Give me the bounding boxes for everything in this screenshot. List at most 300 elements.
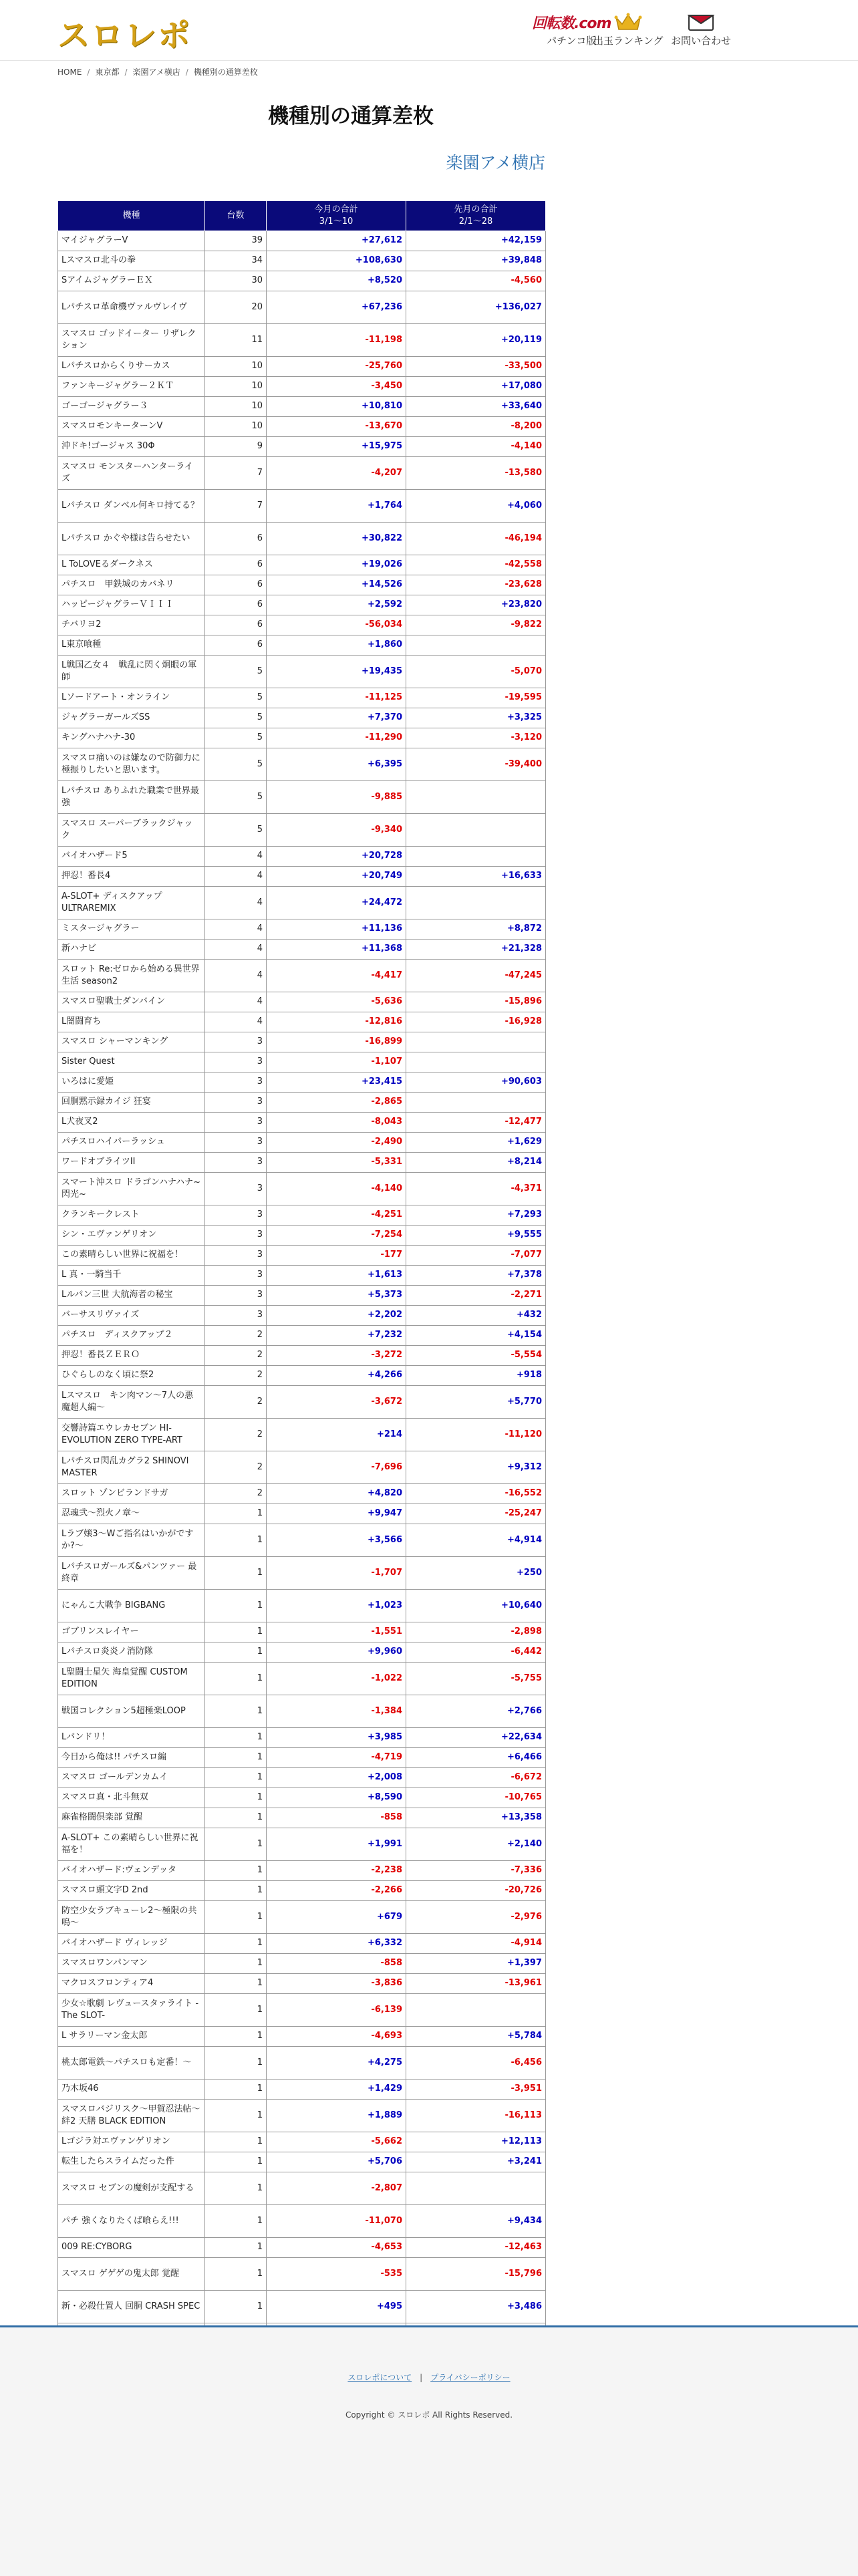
machine-count: 1 — [205, 1642, 267, 1663]
footer-privacy-link[interactable]: プライバシーポリシー — [430, 2373, 511, 2382]
machine-name: パチスロ ディスクアップ２ — [58, 1326, 205, 1346]
machine-count: 1 — [205, 2205, 267, 2238]
machine-name: 乃木坂46 — [58, 2080, 205, 2100]
machine-count: 7 — [205, 457, 267, 490]
previous-total: +42,159 — [406, 231, 546, 251]
current-total: -11,070 — [267, 2205, 406, 2238]
table-row — [58, 688, 546, 708]
machine-count: 5 — [205, 688, 267, 708]
table-row — [58, 1484, 546, 1504]
machine-count: 2 — [205, 1419, 267, 1451]
previous-total: -15,796 — [406, 2258, 546, 2291]
table-row — [58, 1974, 546, 1994]
table-row — [58, 2132, 546, 2152]
machine-count: 3 — [205, 1286, 267, 1306]
previous-total: -5,554 — [406, 1346, 546, 1366]
machine-name: にゃんこ大戦争 BIGBANG — [58, 1590, 205, 1622]
page-title: 機種別の通算差枚 — [268, 104, 434, 128]
machine-count: 1 — [205, 2027, 267, 2047]
table-row — [58, 960, 546, 992]
table-row — [58, 1861, 546, 1881]
machine-count: 4 — [205, 960, 267, 992]
table-row — [58, 2047, 546, 2080]
table-row — [58, 1052, 546, 1072]
machine-name: L犬夜叉2 — [58, 1113, 205, 1133]
header-machine: 機種 — [58, 201, 205, 231]
previous-total: -46,194 — [406, 523, 546, 555]
table-row — [58, 575, 546, 595]
current-total: +7,370 — [267, 708, 406, 728]
table-row — [58, 523, 546, 555]
table-row — [58, 708, 546, 728]
machine-name: Lパチスロ かぐや様は告らせたい — [58, 523, 205, 555]
current-total: -1,022 — [267, 1663, 406, 1695]
site-logo[interactable]: スロレポ — [57, 17, 192, 54]
header-current-label: 今月の合計 — [314, 204, 358, 215]
current-total: -6,139 — [267, 1994, 406, 2027]
current-total: -4,417 — [267, 960, 406, 992]
table-row — [58, 847, 546, 867]
previous-total — [406, 887, 546, 919]
previous-total: +9,312 — [406, 1451, 546, 1484]
current-total: +30,822 — [267, 523, 406, 555]
machine-count: 3 — [205, 1072, 267, 1093]
table-row — [58, 635, 546, 656]
machine-name: スマスロモンキーターンV — [58, 417, 205, 437]
current-total: +19,026 — [267, 555, 406, 575]
table-row — [58, 1153, 546, 1173]
machine-name: Lバンドリ！ — [58, 1728, 205, 1748]
breadcrumb-store[interactable]: 楽園アメ横店 — [132, 67, 180, 77]
breadcrumb: HOME / 東京都 / 楽園アメ横店 / 機種別の通算差枚 — [57, 67, 258, 77]
table-row — [58, 1748, 546, 1768]
machine-count: 3 — [205, 1173, 267, 1205]
previous-total: -42,558 — [406, 555, 546, 575]
machine-name: マクロスフロンティア4 — [58, 1974, 205, 1994]
previous-total: -4,140 — [406, 437, 546, 457]
table-row — [58, 1590, 546, 1622]
machine-count: 3 — [205, 1153, 267, 1173]
current-total: -2,490 — [267, 1133, 406, 1153]
current-total: -16,899 — [267, 1032, 406, 1052]
current-total: -5,636 — [267, 992, 406, 1012]
machine-name: スマスロ聖戦士ダンバイン — [58, 992, 205, 1012]
current-total: -12,816 — [267, 1012, 406, 1032]
machine-count: 1 — [205, 2258, 267, 2291]
previous-total: -5,755 — [406, 1663, 546, 1695]
previous-total: +9,555 — [406, 1226, 546, 1246]
footer-links — [0, 2372, 858, 2383]
table-row — [58, 1451, 546, 1484]
current-total: -4,207 — [267, 457, 406, 490]
table-row — [58, 555, 546, 575]
table-row — [58, 1306, 546, 1326]
machine-name: スマスロ ゲゲゲの鬼太郎 覚醒 — [58, 2258, 205, 2291]
previous-total: -11,120 — [406, 1419, 546, 1451]
current-total: +8,520 — [267, 271, 406, 291]
machine-count: 1 — [205, 2291, 267, 2323]
current-total: +6,332 — [267, 1934, 406, 1954]
previous-total: -25,247 — [406, 1504, 546, 1524]
previous-total — [406, 781, 546, 814]
machine-name: スマスロ セブンの魔剣が支配する — [58, 2172, 205, 2205]
previous-total: +4,060 — [406, 490, 546, 523]
machine-name: シン・エヴァンゲリオン — [58, 1226, 205, 1246]
machine-count: 1 — [205, 1808, 267, 1828]
current-total: +5,373 — [267, 1286, 406, 1306]
table-row — [58, 1366, 546, 1386]
table-row — [58, 1205, 546, 1226]
previous-total: +21,328 — [406, 940, 546, 960]
previous-total: -13,580 — [406, 457, 546, 490]
table-row — [58, 2080, 546, 2100]
machine-count: 3 — [205, 1246, 267, 1266]
previous-total — [406, 1994, 546, 2027]
machine-name: Lゴジラ対エヴァンゲリオン — [58, 2132, 205, 2152]
machine-count: 1 — [205, 1557, 267, 1590]
machine-name: Lスマスロ北斗の拳 — [58, 251, 205, 271]
current-total: -1,551 — [267, 1622, 406, 1642]
current-total: +9,960 — [267, 1642, 406, 1663]
previous-total — [406, 814, 546, 847]
current-total: -1,384 — [267, 1695, 406, 1728]
machine-name: Lパチスロ炎炎ノ消防隊 — [58, 1642, 205, 1663]
machine-count: 6 — [205, 635, 267, 656]
table-row — [58, 1788, 546, 1808]
current-total: +24,472 — [267, 887, 406, 919]
current-total: -4,251 — [267, 1205, 406, 1226]
machine-count: 1 — [205, 1861, 267, 1881]
current-total: -3,672 — [267, 1386, 406, 1419]
table-row — [58, 1012, 546, 1032]
previous-total: +3,241 — [406, 2152, 546, 2172]
machine-name: Lソードアート・オンライン — [58, 688, 205, 708]
current-total: -3,272 — [267, 1346, 406, 1366]
previous-total: +1,629 — [406, 1133, 546, 1153]
current-total: -535 — [267, 2258, 406, 2291]
machine-count: 1 — [205, 2152, 267, 2172]
current-total: +214 — [267, 1419, 406, 1451]
table-row — [58, 1828, 546, 1861]
current-total: -2,807 — [267, 2172, 406, 2205]
current-total: +23,415 — [267, 1072, 406, 1093]
machine-count: 4 — [205, 919, 267, 940]
table-row — [58, 1226, 546, 1246]
machine-name: 防空少女ラブキューレ2～極限の共鳴～ — [58, 1901, 205, 1934]
current-total: +11,368 — [267, 940, 406, 960]
machine-count: 6 — [205, 615, 267, 635]
previous-total: -3,120 — [406, 728, 546, 748]
machine-count: 3 — [205, 1113, 267, 1133]
current-total: +27,612 — [267, 231, 406, 251]
machine-name: Lパチスロ ありふれた職業で世界最強 — [58, 781, 205, 814]
crown-icon — [614, 11, 642, 33]
machine-count: 4 — [205, 867, 267, 887]
previous-total: +8,872 — [406, 919, 546, 940]
current-total: -3,450 — [267, 377, 406, 397]
header-current-range: 3/1〜10 — [319, 217, 353, 227]
machine-name: 新・必殺仕置人 回胴 CRASH SPEC — [58, 2291, 205, 2323]
table-row — [58, 1173, 546, 1205]
table-header-row — [58, 201, 546, 231]
machine-count: 6 — [205, 523, 267, 555]
previous-total: -23,628 — [406, 575, 546, 595]
current-total: -11,125 — [267, 688, 406, 708]
previous-total: +20,119 — [406, 324, 546, 357]
current-total: -11,198 — [267, 324, 406, 357]
table-row — [58, 1557, 546, 1590]
previous-total: +2,140 — [406, 1828, 546, 1861]
machine-count: 1 — [205, 1881, 267, 1901]
machine-count: 1 — [205, 1974, 267, 1994]
machine-name: ファンキージャグラー２ＫＴ — [58, 377, 205, 397]
current-total: +2,202 — [267, 1306, 406, 1326]
table-row — [58, 1504, 546, 1524]
previous-total: -3,951 — [406, 2080, 546, 2100]
machine-name: A-SLOT+ この素晴らしい世界に祝福を！ — [58, 1828, 205, 1861]
machine-name: スマスロ真・北斗無双 — [58, 1788, 205, 1808]
current-total: +19,435 — [267, 656, 406, 688]
breadcrumb-bar — [0, 60, 858, 82]
machine-count: 20 — [205, 291, 267, 324]
current-total: -1,707 — [267, 1557, 406, 1590]
machine-name: 忍魂弐〜烈火ノ章〜 — [58, 1504, 205, 1524]
table-row — [58, 814, 546, 847]
table-row — [58, 867, 546, 887]
table-row — [58, 748, 546, 781]
machine-name: Lパチスロからくりサーカス — [58, 357, 205, 377]
nav-contact[interactable] — [671, 11, 731, 47]
machine-name: ゴーゴージャグラー３ — [58, 397, 205, 417]
machine-name: Lパチスロ ダンベル何キロ持てる？ — [58, 490, 205, 523]
machine-name: スマスロ モンスターハンターライズ — [58, 457, 205, 490]
previous-total: -2,898 — [406, 1622, 546, 1642]
previous-total: +4,914 — [406, 1524, 546, 1557]
machine-name: バイオハザード5 — [58, 847, 205, 867]
previous-total: +136,027 — [406, 291, 546, 324]
nav-pachinko-label: パチンコ版 — [547, 35, 597, 47]
machine-count: 2 — [205, 1366, 267, 1386]
table-row — [58, 271, 546, 291]
machine-count: 2 — [205, 1346, 267, 1366]
current-total: +5,706 — [267, 2152, 406, 2172]
header-current-month — [267, 201, 406, 231]
machine-name: スロット ゾンビランドサガ — [58, 1484, 205, 1504]
table-row — [58, 1072, 546, 1093]
current-total: -1,107 — [267, 1052, 406, 1072]
machine-name: ミスタージャグラー — [58, 919, 205, 940]
previous-total: -39,400 — [406, 748, 546, 781]
current-total: +495 — [267, 2291, 406, 2323]
machine-name: マイジャグラーV — [58, 231, 205, 251]
current-total: +7,232 — [267, 1326, 406, 1346]
machine-name: スマスロ ゴッドイーター リザレクション — [58, 324, 205, 357]
machine-count: 6 — [205, 555, 267, 575]
machine-name: スマスロ シャーマンキング — [58, 1032, 205, 1052]
machine-count: 30 — [205, 271, 267, 291]
table-row — [58, 231, 546, 251]
table-row — [58, 397, 546, 417]
previous-total: -4,371 — [406, 1173, 546, 1205]
table-row — [58, 1266, 546, 1286]
table-row — [58, 2205, 546, 2238]
table-row — [58, 291, 546, 324]
previous-total: +7,378 — [406, 1266, 546, 1286]
machine-name: パチスロハイパーラッシュ — [58, 1133, 205, 1153]
machine-count: 1 — [205, 2100, 267, 2132]
previous-total: +3,325 — [406, 708, 546, 728]
current-total: +1,429 — [267, 2080, 406, 2100]
current-total: +1,764 — [267, 490, 406, 523]
machine-count: 10 — [205, 417, 267, 437]
machine-name: スロット Re:ゼロから始める異世界生活 season2 — [58, 960, 205, 992]
current-total: -5,331 — [267, 1153, 406, 1173]
previous-total: -6,442 — [406, 1642, 546, 1663]
machine-name: L ToLOVEるダークネス — [58, 555, 205, 575]
machine-count: 10 — [205, 377, 267, 397]
table-row — [58, 1642, 546, 1663]
current-total: +1,860 — [267, 635, 406, 656]
previous-total — [406, 847, 546, 867]
current-total: -13,670 — [267, 417, 406, 437]
machine-name: スマスロ頭文字D 2nd — [58, 1881, 205, 1901]
current-total: +4,266 — [267, 1366, 406, 1386]
table-row — [58, 781, 546, 814]
table-row — [58, 1346, 546, 1366]
machine-count: 3 — [205, 1306, 267, 1326]
machine-name: L戦国乙女４ 戦乱に閃く炯眼の軍師 — [58, 656, 205, 688]
machine-name: Lパチスロ閃乱カグラ2 SHINOVI MASTER — [58, 1451, 205, 1484]
previous-total: -6,456 — [406, 2047, 546, 2080]
table-row — [58, 1994, 546, 2027]
machine-name: クランキークレスト — [58, 1205, 205, 1226]
current-total: +67,236 — [267, 291, 406, 324]
previous-total: -12,463 — [406, 2238, 546, 2258]
current-total: -858 — [267, 1954, 406, 1974]
machine-name: 桃太郎電鉄～パチスロも定番！～ — [58, 2047, 205, 2080]
nav-ranking[interactable] — [593, 11, 664, 47]
machine-name: パチ 強くなりたくば喰らえ!!! — [58, 2205, 205, 2238]
current-total: -2,266 — [267, 1881, 406, 1901]
table-row — [58, 1326, 546, 1346]
header-prev-range: 2/1〜28 — [458, 217, 493, 227]
previous-total: +12,113 — [406, 2132, 546, 2152]
machine-count: 1 — [205, 1768, 267, 1788]
machine-count: 3 — [205, 1093, 267, 1113]
machine-name: 回胴黙示録カイジ 狂宴 — [58, 1093, 205, 1113]
previous-total: +22,634 — [406, 1728, 546, 1748]
current-total: +1,991 — [267, 1828, 406, 1861]
previous-total — [406, 635, 546, 656]
machine-name: ゴブリンスレイヤー — [58, 1622, 205, 1642]
table-row — [58, 656, 546, 688]
table-row — [58, 1113, 546, 1133]
table-row — [58, 940, 546, 960]
machine-name: 今日から俺は!! パチスロ編 — [58, 1748, 205, 1768]
machine-name: ジャグラーガールズSS — [58, 708, 205, 728]
nav-contact-label: お問い合わせ — [671, 35, 732, 47]
machine-name: Lルパン三世 大航海者の秘宝 — [58, 1286, 205, 1306]
previous-total: -4,914 — [406, 1934, 546, 1954]
machine-count: 1 — [205, 1663, 267, 1695]
previous-total — [406, 1093, 546, 1113]
current-total: -9,340 — [267, 814, 406, 847]
machine-name: バーサスリヴァイズ — [58, 1306, 205, 1326]
store-name-link[interactable]: 楽園アメ横店 — [446, 153, 545, 172]
copyright: Copyright © スロレポ All Rights Reserved. — [345, 2410, 513, 2420]
machine-count: 3 — [205, 1266, 267, 1286]
machine-name: スマスロ スーパーブラックジャック — [58, 814, 205, 847]
current-total: +2,592 — [267, 595, 406, 615]
current-total: -2,238 — [267, 1861, 406, 1881]
machine-count: 1 — [205, 1954, 267, 1974]
table-row — [58, 615, 546, 635]
previous-total: +90,603 — [406, 1072, 546, 1093]
machine-count: 6 — [205, 575, 267, 595]
machine-name: 戦国コレクション5超極楽LOOP — [58, 1695, 205, 1728]
previous-total: -5,070 — [406, 656, 546, 688]
current-total: -4,140 — [267, 1173, 406, 1205]
current-total: -4,693 — [267, 2027, 406, 2047]
machine-count: 1 — [205, 2172, 267, 2205]
footer-about-link[interactable]: スロレポについて — [347, 2373, 412, 2382]
previous-total: -4,560 — [406, 271, 546, 291]
current-total: +6,395 — [267, 748, 406, 781]
machine-name: Lスマスロ キン肉マン～7人の悪魔超人編～ — [58, 1386, 205, 1419]
table-row — [58, 2172, 546, 2205]
table-row — [58, 992, 546, 1012]
previous-total: -19,595 — [406, 688, 546, 708]
machine-name: ワードオブライツII — [58, 1153, 205, 1173]
previous-total: +16,633 — [406, 867, 546, 887]
machine-count: 1 — [205, 1828, 267, 1861]
machine-count: 2 — [205, 1484, 267, 1504]
machine-name: スマスロ ゴールデンカムイ — [58, 1768, 205, 1788]
machine-count: 1 — [205, 2132, 267, 2152]
machine-count: 1 — [205, 1994, 267, 2027]
machine-count: 1 — [205, 1524, 267, 1557]
machine-count: 5 — [205, 748, 267, 781]
table-row — [58, 1954, 546, 1974]
table-row — [58, 1386, 546, 1419]
machine-name: 沖ドキ!ゴージャス 30Φ — [58, 437, 205, 457]
machine-count: 4 — [205, 940, 267, 960]
site-footer — [0, 2325, 858, 2576]
current-total: -2,865 — [267, 1093, 406, 1113]
machine-count: 10 — [205, 397, 267, 417]
breadcrumb-home[interactable]: HOME — [57, 67, 82, 77]
previous-total: +432 — [406, 1306, 546, 1326]
table-row — [58, 1093, 546, 1113]
machine-count: 10 — [205, 357, 267, 377]
machine-count: 4 — [205, 847, 267, 867]
current-total: -9,885 — [267, 781, 406, 814]
footer-separator: | — [420, 2373, 423, 2382]
table-row — [58, 2238, 546, 2258]
machine-name: Lパチスロ革命機ヴァルヴレイヴ — [58, 291, 205, 324]
machine-count: 1 — [205, 2080, 267, 2100]
previous-total: +250 — [406, 1557, 546, 1590]
machine-name: キングハナハナ-30 — [58, 728, 205, 748]
previous-total: -13,961 — [406, 1974, 546, 1994]
machine-count: 6 — [205, 595, 267, 615]
previous-total: +5,784 — [406, 2027, 546, 2047]
machine-name: この素晴らしい世界に祝福を！ — [58, 1246, 205, 1266]
breadcrumb-prefecture[interactable]: 東京都 — [95, 67, 120, 77]
machine-name: 交響詩篇エウレカセブン HI-EVOLUTION ZERO TYPE-ART — [58, 1419, 205, 1451]
table-row — [58, 2258, 546, 2291]
machine-name: L サラリーマン金太郎 — [58, 2027, 205, 2047]
